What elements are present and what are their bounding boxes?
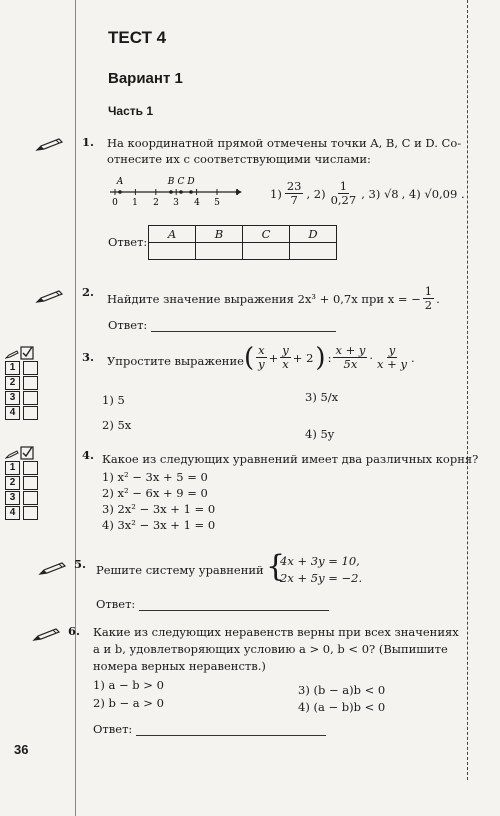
axis-tick-label: 2 <box>153 198 159 208</box>
question-text: Найдите значение выражения 2x³ + 0,7x при x = − <box>107 291 421 306</box>
fraction: $\frac{1}{2}$ <box>424 284 433 312</box>
number-line <box>108 172 243 208</box>
question-text: Упростите выражение <box>107 354 244 368</box>
answer-label: Ответ: <box>108 318 148 332</box>
checkbox-number: 1 <box>5 361 20 375</box>
answer-label: Ответ: <box>108 235 148 249</box>
option: 4) 5y <box>305 427 335 441</box>
checkbox[interactable] <box>23 506 38 520</box>
option: 1) x² − 3x + 5 = 0 <box>102 470 208 484</box>
answer-field[interactable] <box>136 735 326 736</box>
equation: 2x + 5y = −2. <box>280 571 363 585</box>
option-text: , 4) √0,09 . <box>401 186 465 201</box>
answer-row <box>108 318 336 332</box>
axis-point-label: C <box>177 177 185 187</box>
question-text: На координатной прямой отмечены точки A, B, C и D. Со- <box>107 136 462 150</box>
checkbox[interactable] <box>23 406 38 420</box>
question-text: Решите систему уравнений <box>96 563 264 577</box>
answer-checkboxes <box>5 345 47 420</box>
option-prefix: , 2) <box>306 186 326 201</box>
checkbox-number: 4 <box>5 406 20 420</box>
axis-tick-label: 5 <box>214 198 220 208</box>
option: 3) (b − a)b < 0 <box>298 683 386 697</box>
part-title: Часть 1 <box>108 104 154 118</box>
fraction: $\frac{23}{7}$ <box>286 179 302 207</box>
variant-title: Вариант 1 <box>108 70 183 87</box>
answer-cell[interactable] <box>290 243 337 260</box>
q3-expression: ( $\frac{x}{y}$ + $\frac{y}{x}$ + 2 ) : $\frac{x + y}{5x}$ · $\frac{y}{x + y}$ . <box>244 342 415 373</box>
checkbox[interactable] <box>23 491 38 505</box>
pencil-icon <box>35 138 65 152</box>
answer-cell[interactable] <box>243 243 290 260</box>
question-number: 5. <box>74 557 87 571</box>
answer-row <box>96 597 329 611</box>
table-header: D <box>290 226 337 243</box>
equation: 4x + 3y = 10, <box>280 554 360 568</box>
table-header: C <box>243 226 290 243</box>
checkbox-number: 4 <box>5 506 20 520</box>
answer-label: Ответ: <box>96 597 136 611</box>
checkbox-number: 3 <box>5 391 20 405</box>
question-text-row: Найдите значение выражения 2x³ + 0,7x при x = − $\frac{1}{2}$ . <box>107 284 440 312</box>
question-number: 1. <box>82 135 95 149</box>
pencil-check-icon <box>5 446 35 460</box>
answer-field[interactable] <box>139 610 329 611</box>
table-header: A <box>149 226 196 243</box>
option: 4) (a − b)b < 0 <box>298 700 386 714</box>
axis-tick-label: 1 <box>132 198 138 208</box>
axis-point-label: D <box>187 177 195 187</box>
pencil-check-icon <box>5 346 35 360</box>
fraction: $\frac{1}{0,27}$ <box>330 179 357 207</box>
checkbox[interactable] <box>23 476 38 490</box>
axis-tick-label: 3 <box>173 198 179 208</box>
table-header: B <box>196 226 243 243</box>
axis-point-label: B <box>167 177 175 187</box>
answer-field[interactable] <box>151 331 336 332</box>
axis-point-label: A <box>116 177 124 187</box>
question-text: отнесите их с соответствующими числами: <box>107 152 371 166</box>
answer-cell[interactable] <box>149 243 196 260</box>
option: 4) 3x² − 3x + 1 = 0 <box>102 518 216 532</box>
question-number: 6. <box>68 624 81 638</box>
checkbox-number: 2 <box>5 376 20 390</box>
question-text: Какие из следующих неравенств верны при всех значениях <box>93 625 459 639</box>
option: 1) 5 <box>102 393 125 407</box>
q1-options <box>270 180 465 207</box>
checkbox-number: 1 <box>5 461 20 475</box>
option: 2) x² − 6x + 9 = 0 <box>102 486 208 500</box>
checkbox[interactable] <box>23 376 38 390</box>
option-prefix: 1) <box>270 186 282 201</box>
question-number: 2. <box>82 285 95 299</box>
checkbox[interactable] <box>23 361 38 375</box>
option: 3) 5/x <box>305 390 339 404</box>
question-text: номера верных неравенств.) <box>93 659 266 673</box>
checkbox-number: 3 <box>5 491 20 505</box>
question-text: a и b, удовлетворяющих условию a > 0, b < 0? (Выпишите <box>93 642 448 656</box>
margin-line <box>75 0 76 816</box>
axis-tick-label: 4 <box>194 198 200 208</box>
option-text: , 3) √8 <box>361 186 399 201</box>
answer-checkboxes <box>5 445 47 520</box>
cut-line <box>467 0 468 780</box>
checkbox[interactable] <box>23 391 38 405</box>
pencil-icon <box>38 562 68 576</box>
system-brace: { <box>266 549 286 584</box>
question-number: 4. <box>82 448 95 462</box>
checkbox-number: 2 <box>5 476 20 490</box>
option: 1) a − b > 0 <box>93 678 164 692</box>
answer-row <box>93 722 326 736</box>
option: 3) 2x² − 3x + 1 = 0 <box>102 502 216 516</box>
pencil-icon <box>32 628 62 642</box>
question-number: 3. <box>82 350 95 364</box>
test-title: ТЕСТ 4 <box>108 28 167 47</box>
answer-label: Ответ: <box>93 722 133 736</box>
page-number: 36 <box>14 742 29 757</box>
option: 2) 5x <box>102 418 132 432</box>
question-text: Какое из следующих уравнений имеет два различных корня? <box>102 452 479 466</box>
answer-table <box>148 225 337 260</box>
axis-tick-label: 0 <box>112 198 118 208</box>
answer-cell[interactable] <box>196 243 243 260</box>
option: 2) b − a > 0 <box>93 696 164 710</box>
checkbox[interactable] <box>23 461 38 475</box>
pencil-icon <box>35 290 65 304</box>
